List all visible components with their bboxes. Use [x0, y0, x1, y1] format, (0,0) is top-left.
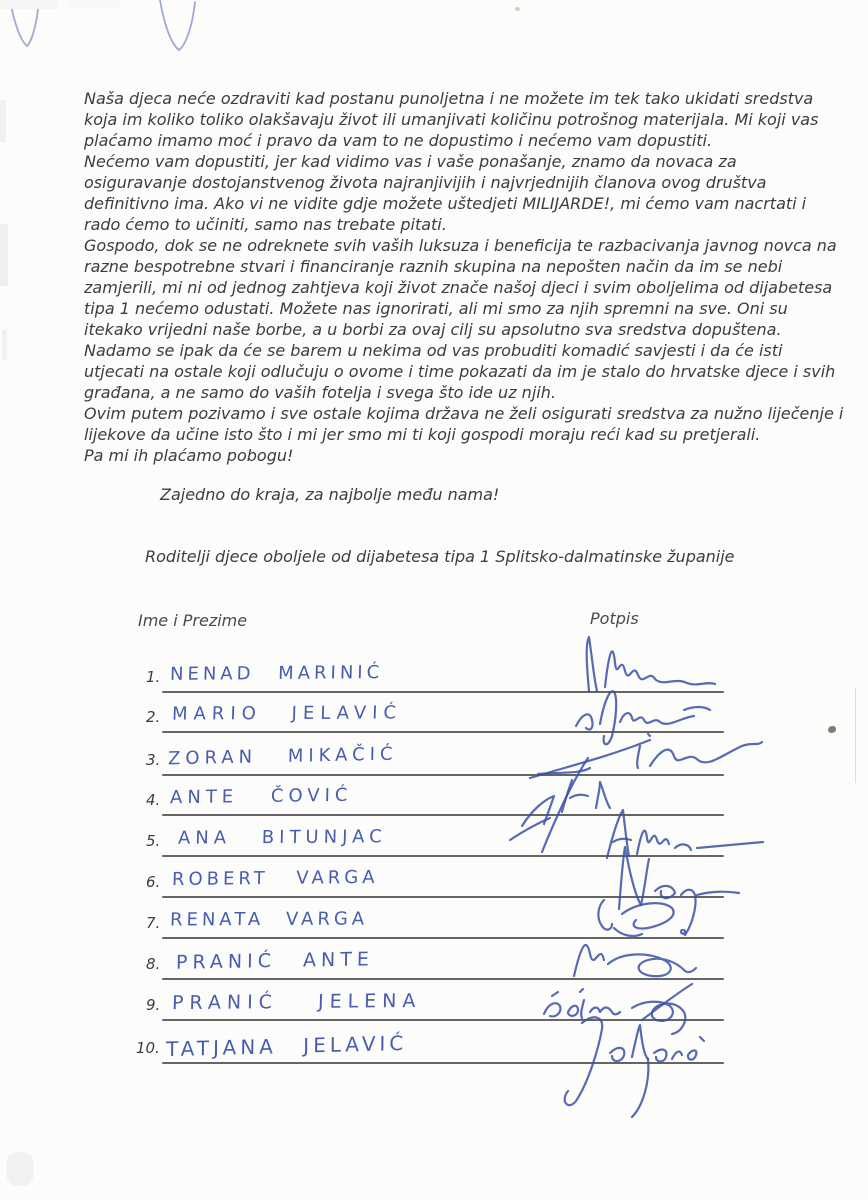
letter-line: plaćamo imamo moć i pravo da vam to ne dopustimo i nećemo vam dopustiti.: [84, 131, 713, 150]
signatory-name: ANTE ČOVIĆ: [169, 784, 353, 809]
row-number: 7.: [146, 914, 161, 932]
letter-line: Nadamo se ipak da će se barem u nekima od vas probuditi komadić savjesti i da će isti: [84, 341, 783, 360]
row-number: 2.: [146, 708, 161, 726]
letter-line: zamjerili, mi ni od jednog zahtjeva koji život znače našoj djeci i svim oboljelima od dijabetesa: [84, 278, 833, 297]
letter-line: građana, a ne samo do vaših fotelja i svega što ide uz njih.: [84, 383, 556, 402]
signatory-name: NENAD MARINIĆ: [169, 662, 384, 685]
row-number: 4.: [146, 791, 161, 809]
row-number: 10.: [136, 1039, 160, 1057]
letter-line: koja im koliko toliko olakšavaju život ili umanjivati količinu potrošnog materijala. Mi koji vas: [84, 110, 819, 129]
signatory-name: ANA BITUNJAC: [177, 826, 387, 849]
signature-scribble: [552, 1005, 737, 1133]
letter-line: Ovim putem pozivamo i sve ostale kojima država ne želi osigurati sredstva za nužno liječenje i: [84, 404, 844, 423]
signatory-name: ROBERT VARGA: [171, 866, 379, 891]
signatory-name: PRANIĆ JELENA: [171, 989, 422, 1015]
letter-line: lijekove da učine isto što i mi jer smo mi ti koji gospodi moraju reći kad su pretjerali.: [84, 425, 761, 444]
signatory-name: RENATA VARGA: [169, 908, 369, 931]
row-number: 9.: [146, 996, 161, 1014]
signatory-group-title: Roditelji djece oboljele od dijabetesa tipa 1 Splitsko-dalmatinske županije: [145, 547, 735, 566]
row-number: 5.: [146, 832, 161, 850]
letter-line: definitivno ima. Ako vi ne vidite gdje možete uštedjeti MILIJARDE!, mi ćemo vam nacrtati i: [84, 194, 807, 213]
row-number: 6.: [146, 873, 161, 891]
row-number: 1.: [146, 668, 161, 686]
letter-line: utjecati na ostale koji odlučuju o ovome i time pokazati da im je stalo do hrvatske djece i svih: [84, 362, 836, 381]
letter-line: osiguravanje dostojanstvenog života najranjivijih i najvrjednijih članova ovog društva: [84, 173, 767, 192]
letter-line: Pa mi ih plaćamo pobogu!: [84, 446, 294, 465]
row-number: 3.: [146, 751, 161, 769]
letter-line: Gospodo, dok se ne odreknete svih vaših luksuza i beneficija te razbacivanja javnog novca na: [84, 236, 837, 255]
letter-line: rado ćemo to učiniti, samo nas trebate pitati.: [84, 215, 447, 234]
signatory-name: TATJANA JELAVIĆ: [165, 1030, 408, 1062]
letter-line: razne bespotrebne stvari i financiranje raznih skupina na nepošten način da im se nebi: [84, 257, 783, 276]
letter-line: itekako vrijedni naše borbe, a u borbi za ovaj cilj su apsolutno sva sredstva dopuštena.: [84, 320, 782, 339]
signatory-name: MARIO JELAVIĆ: [171, 702, 403, 725]
column-header-signature: Potpis: [590, 609, 639, 628]
signatory-name: ZORAN MIKAČIĆ: [167, 743, 398, 770]
letter-line: tipa 1 nećemo odustati. Možete nas ignorirati, ali mi smo za njih spremni na sve. Oni su: [84, 299, 788, 318]
column-header-name: Ime i Prezime: [138, 611, 248, 630]
signatory-name: PRANIĆ ANTE: [175, 948, 375, 974]
letter-line: Nećemo vam dopustiti, jer kad vidimo vas i vaše ponašanje, znamo da novaca za: [84, 152, 737, 171]
letter-line: Naša djeca neće ozdraviti kad postanu punoljetna i ne možete im tek tako ukidati sredstva: [84, 89, 814, 108]
slogan-line: Zajedno do kraja, za najbolje među nama!: [160, 485, 500, 504]
row-number: 8.: [146, 955, 161, 973]
